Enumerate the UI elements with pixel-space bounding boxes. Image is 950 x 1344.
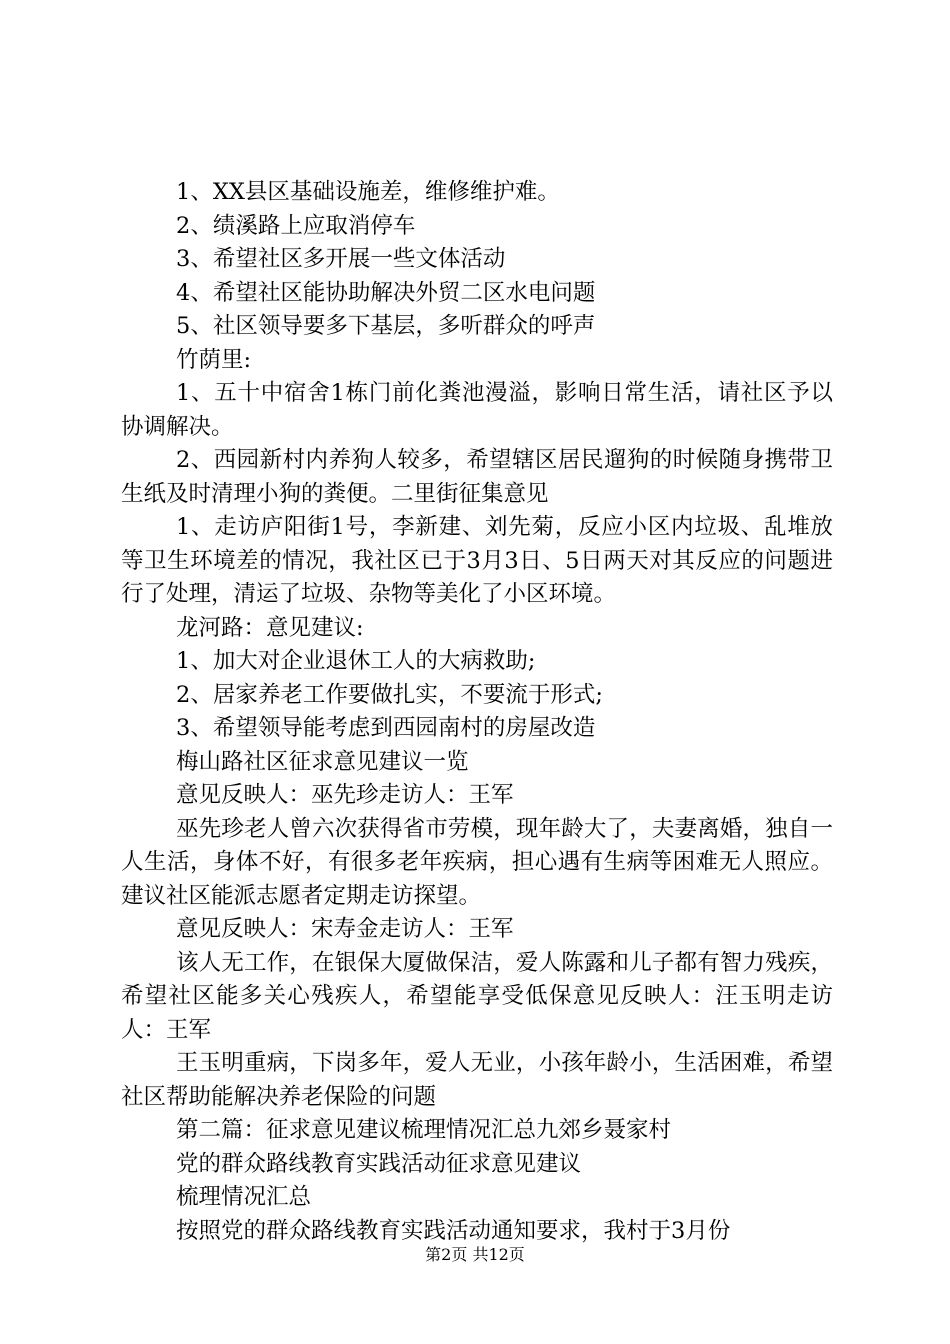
paragraph: 3、希望社区多开展一些文体活动: [176, 246, 506, 272]
paragraph: 2、居家养老工作要做扎实，不要流于形式;: [176, 681, 603, 708]
paragraph: 2、西园新村内养狗人较多，希望辖区居民遛狗的时候随身携带卫生纸及时清理小狗的粪便。二里街征集意见: [121, 447, 833, 507]
section-heading: 第二篇：征求意见建议梳理情况汇总九郊乡聂家村: [176, 1117, 672, 1143]
section-heading: 梳理情况汇总: [176, 1184, 312, 1210]
paragraph: 3、希望领导能考虑到西园南村的房屋改造: [176, 715, 596, 741]
section-heading: 党的群众路线教育实践活动征求意见建议: [176, 1150, 582, 1177]
paragraph: 2、绩溪路上应取消停车: [176, 212, 416, 239]
paragraph: 意见反映人：宋寿金走访人：王军: [176, 916, 514, 942]
paragraph: 5、社区领导要多下基层，多听群众的呼声: [176, 313, 596, 339]
paragraph: 该人无工作，在银保大厦做保洁，爱人陈露和儿子都有智力残疾，希望社区能多关心残疾人，希望能享受低保意见反映人：汪玉明走访人：王军: [121, 949, 833, 1043]
section-heading: 梅山路社区征求意见建议一览: [176, 748, 469, 775]
paragraph: 1、加大对企业退休工人的大病救助;: [176, 648, 536, 674]
page-number: 第2页 共12页: [425, 1245, 525, 1264]
section-heading: 龙河路：意见建议:: [176, 614, 364, 641]
paragraph: 按照党的群众路线教育实践活动通知要求，我村于3月份: [176, 1217, 731, 1244]
paragraph: 1、五十中宿舍1栋门前化粪池漫溢，影响日常生活，请社区予以协调解决。: [121, 380, 833, 440]
paragraph: 1、XX县区基础设施差，维修维护难。: [176, 179, 560, 205]
document-body: [121, 176, 833, 1248]
paragraph: 王玉明重病，下岗多年，爱人无业，小孩年龄小，生活困难，希望社区帮助能解决养老保险的问题: [121, 1050, 833, 1110]
paragraph: 意见反映人：巫先珍走访人：王军: [176, 782, 514, 808]
paragraph: 4、希望社区能协助解决外贸二区水电问题: [176, 279, 596, 306]
paragraph: 1、走访庐阳街1号，李新建、刘先菊，反应小区内垃圾、乱堆放等卫生环境差的情况，我社区已于3月3日、5日两天对其反应的问题进行了处理，清运了垃圾、杂物等美化了小区环境。: [121, 514, 833, 607]
paragraph: 巫先珍老人曾六次获得省市劳模，现年龄大了，夫妻离婚，独自一人生活，身体不好，有很多老年疾病，担心遇有生病等困难无人照应。建议社区能派志愿者定期走访探望。: [121, 815, 833, 909]
section-heading: 竹荫里:: [176, 346, 252, 373]
